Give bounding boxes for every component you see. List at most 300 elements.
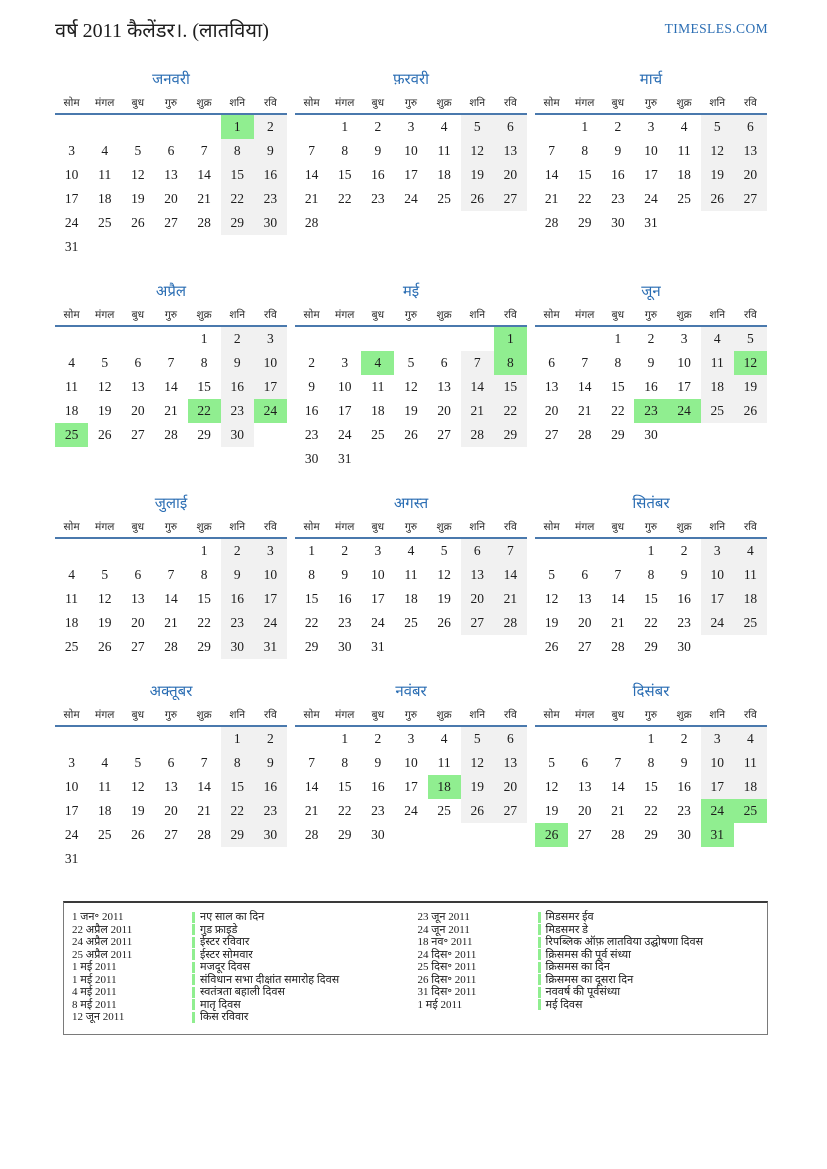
day-cell: 12 bbox=[404, 379, 418, 394]
legend-date: 31 दिस॰ 2011 bbox=[417, 986, 477, 998]
day-cell: 10 bbox=[677, 355, 691, 370]
day-cell bbox=[494, 211, 527, 235]
day-cell: 27 bbox=[131, 639, 145, 654]
day-cell: 3 bbox=[341, 355, 349, 370]
legend-item bbox=[416, 974, 762, 987]
weekday-header: शुक्र bbox=[436, 521, 452, 533]
weekday-header: गुरु bbox=[164, 309, 178, 321]
day-cell: 26 bbox=[131, 827, 145, 842]
day-cell: 19 bbox=[544, 615, 559, 630]
day-cell: 29 bbox=[577, 215, 592, 230]
day-cell: 9 bbox=[341, 567, 349, 582]
day-cell: 27 bbox=[461, 611, 494, 635]
day-cell: 18 bbox=[404, 591, 418, 606]
weekday-header: शुक्र bbox=[436, 97, 452, 109]
day-cell: 5 bbox=[101, 567, 109, 582]
legend-item bbox=[70, 936, 416, 949]
day-cell: 27 bbox=[544, 427, 559, 442]
day-cell bbox=[394, 823, 427, 847]
legend-item bbox=[416, 936, 762, 949]
weekday-header: गुरु bbox=[404, 97, 418, 109]
month-calendar bbox=[535, 681, 767, 871]
day-cell: 14 bbox=[197, 167, 211, 182]
day-cell: 14 bbox=[197, 779, 211, 794]
day-cell: 17 bbox=[644, 167, 658, 182]
day-cell: 5 bbox=[134, 755, 142, 770]
legend-name: ईस्टर रविवार bbox=[200, 936, 250, 948]
day-cell: 29 bbox=[304, 639, 319, 654]
day-cell: 17 bbox=[371, 591, 385, 606]
weekday-header: रवि bbox=[263, 521, 277, 533]
day-cell: 2 bbox=[680, 543, 688, 558]
day-cell bbox=[254, 423, 287, 447]
day-cell: 18 bbox=[437, 167, 451, 182]
weekday-header: मंगल bbox=[575, 97, 595, 109]
day-cell: 28 bbox=[197, 827, 211, 842]
day-cell: 27 bbox=[734, 187, 767, 211]
day-cell: 21 bbox=[577, 403, 592, 418]
day-cell: 15 bbox=[197, 591, 211, 606]
weekday-header: शनि bbox=[229, 521, 246, 533]
day-cell: 18 bbox=[371, 403, 385, 418]
day-cell bbox=[88, 847, 121, 871]
day-cell bbox=[88, 727, 121, 751]
day-cell: 7 bbox=[308, 755, 315, 770]
weekday-header: सोम bbox=[63, 97, 80, 109]
day-cell: 3 bbox=[701, 539, 734, 563]
weekday-header: शनि bbox=[229, 709, 246, 721]
day-cell bbox=[734, 635, 767, 659]
day-cell: 14 bbox=[494, 563, 527, 587]
month-title: अगस्त bbox=[393, 494, 429, 512]
day-cell bbox=[668, 423, 701, 447]
day-cell: 29 bbox=[337, 827, 352, 842]
day-cell: 26 bbox=[437, 615, 451, 630]
day-cell: 9 bbox=[374, 143, 382, 158]
day-cell: 23 bbox=[254, 187, 287, 211]
day-cell: 31 bbox=[64, 239, 79, 254]
weekday-header: रवि bbox=[743, 521, 757, 533]
day-cell: 26 bbox=[97, 427, 112, 442]
site-link[interactable]: TIMESLES.COM bbox=[664, 21, 768, 36]
day-cell: 5 bbox=[440, 543, 448, 558]
day-cell bbox=[428, 327, 461, 351]
legend-item bbox=[416, 949, 762, 962]
holiday-marker-icon bbox=[538, 937, 541, 948]
day-cell: 7 bbox=[494, 539, 527, 563]
day-cell: 28 bbox=[304, 827, 319, 842]
day-cell: 21 bbox=[197, 803, 211, 818]
day-cell bbox=[601, 727, 634, 751]
day-cell: 14 bbox=[461, 375, 494, 399]
day-cell: 14 bbox=[304, 167, 319, 182]
day-cell bbox=[88, 115, 121, 139]
day-cell: 5 bbox=[548, 567, 555, 582]
holiday-legend bbox=[63, 901, 768, 1035]
day-cell: 24 bbox=[701, 611, 734, 635]
weekday-header: मंगल bbox=[95, 709, 115, 721]
day-cell: 7 bbox=[200, 755, 208, 770]
day-cell: 1 bbox=[581, 119, 589, 134]
day-cell: 11 bbox=[98, 167, 112, 182]
month-body bbox=[55, 539, 287, 659]
day-cell: 30 bbox=[304, 451, 319, 466]
day-cell bbox=[394, 635, 427, 659]
day-cell bbox=[361, 447, 394, 471]
weekday-header: शुक्र bbox=[196, 309, 212, 321]
month-head bbox=[295, 308, 527, 327]
day-cell: 2 bbox=[221, 327, 254, 351]
day-cell: 20 bbox=[494, 163, 527, 187]
legend-name: क्रिसमस का दिन bbox=[545, 961, 610, 973]
day-cell: 12 bbox=[97, 591, 112, 606]
day-cell: 28 bbox=[544, 215, 559, 230]
day-cell: 14 bbox=[544, 167, 559, 182]
weekday-header: गुरु bbox=[404, 309, 418, 321]
month-head bbox=[295, 708, 527, 727]
day-cell: 20 bbox=[131, 615, 145, 630]
day-cell bbox=[428, 211, 461, 235]
day-cell: 2 bbox=[341, 543, 349, 558]
day-cell: 4 bbox=[101, 755, 109, 770]
day-cell: 9 bbox=[647, 355, 655, 370]
month-body bbox=[535, 115, 767, 235]
day-cell: 25 bbox=[437, 803, 451, 818]
day-cell: 1 bbox=[614, 331, 622, 346]
legend-item bbox=[70, 949, 416, 962]
day-cell: 27 bbox=[164, 827, 178, 842]
weekday-header: बुध bbox=[371, 521, 385, 533]
weekday-header: शुक्र bbox=[676, 709, 692, 721]
day-cell: 7 bbox=[548, 143, 555, 158]
day-cell: 8 bbox=[647, 567, 655, 582]
legend-item bbox=[416, 924, 762, 937]
day-cell: 7 bbox=[461, 351, 494, 375]
day-cell: 17 bbox=[64, 191, 79, 206]
day-cell: 20 bbox=[164, 191, 178, 206]
weekday-header: बुध bbox=[611, 709, 625, 721]
day-cell: 22 bbox=[494, 399, 527, 423]
day-cell bbox=[568, 539, 601, 563]
day-cell: 12 bbox=[461, 751, 494, 775]
weekday-header: रवि bbox=[503, 521, 517, 533]
weekday-header: सोम bbox=[63, 521, 80, 533]
legend-date: 1 मई 2011 bbox=[417, 998, 463, 1011]
weekday-header: शनि bbox=[709, 97, 726, 109]
day-cell: 6 bbox=[134, 567, 142, 582]
legend-name: किस रविवार bbox=[200, 1011, 249, 1023]
weekday-header: शुक्र bbox=[676, 309, 692, 321]
day-cell: 11 bbox=[734, 751, 767, 775]
day-cell: 22 bbox=[221, 799, 254, 823]
day-cell bbox=[154, 327, 187, 351]
day-cell: 9 bbox=[254, 751, 287, 775]
day-cell: 7 bbox=[167, 355, 175, 370]
legend-name: क्रिसमस की पूर्व संध्या bbox=[545, 948, 631, 961]
day-cell: 9 bbox=[308, 379, 315, 394]
day-cell: 14 bbox=[164, 591, 178, 606]
day-cell: 22 bbox=[337, 191, 352, 206]
day-cell: 27 bbox=[437, 427, 451, 442]
day-cell: 11 bbox=[677, 143, 691, 158]
month-calendar bbox=[535, 69, 767, 259]
day-cell: 25 bbox=[404, 615, 418, 630]
day-cell: 20 bbox=[577, 803, 592, 818]
month-calendar bbox=[55, 681, 287, 871]
day-cell: 12 bbox=[701, 139, 734, 163]
day-cell: 8 bbox=[341, 143, 349, 158]
day-cell bbox=[121, 539, 154, 563]
month-calendar bbox=[55, 69, 287, 259]
day-cell: 27 bbox=[164, 215, 178, 230]
day-cell: 21 bbox=[197, 191, 211, 206]
day-cell: 15 bbox=[644, 779, 658, 794]
day-cell: 19 bbox=[461, 775, 494, 799]
weekday-header: बुध bbox=[611, 97, 625, 109]
day-cell: 3 bbox=[407, 731, 415, 746]
day-cell: 7 bbox=[614, 755, 622, 770]
day-cell: 20 bbox=[164, 803, 178, 818]
legend-item bbox=[70, 961, 416, 974]
day-cell: 3 bbox=[68, 143, 75, 158]
month-calendar bbox=[535, 281, 767, 471]
day-cell: 29 bbox=[494, 423, 527, 447]
day-cell: 24 bbox=[668, 399, 701, 423]
holiday-marker-icon bbox=[538, 962, 541, 973]
day-cell: 19 bbox=[734, 375, 767, 399]
day-cell: 28 bbox=[164, 639, 178, 654]
month-body bbox=[295, 539, 527, 659]
day-cell: 11 bbox=[437, 143, 451, 158]
day-cell: 11 bbox=[98, 779, 112, 794]
day-cell: 25 bbox=[437, 191, 451, 206]
day-cell: 20 bbox=[437, 403, 451, 418]
day-cell bbox=[121, 235, 154, 259]
weekday-header: गुरु bbox=[644, 97, 658, 109]
day-cell: 30 bbox=[221, 423, 254, 447]
day-cell bbox=[121, 115, 154, 139]
weekday-header: रवि bbox=[503, 97, 517, 109]
day-cell: 4 bbox=[68, 567, 75, 582]
day-cell: 17 bbox=[677, 379, 691, 394]
day-cell: 21 bbox=[164, 615, 178, 630]
day-cell: 18 bbox=[97, 803, 112, 818]
month-calendar bbox=[295, 681, 527, 871]
day-cell: 9 bbox=[221, 563, 254, 587]
month-head bbox=[295, 520, 527, 539]
month-title: दिसंबर bbox=[632, 682, 670, 700]
day-cell: 15 bbox=[644, 591, 658, 606]
day-cell: 20 bbox=[461, 587, 494, 611]
day-cell: 24 bbox=[64, 215, 79, 230]
legend-date: 8 मई 2011 bbox=[72, 998, 117, 1011]
month-title: जून bbox=[641, 282, 661, 300]
weekday-header: सोम bbox=[543, 709, 560, 721]
day-cell: 29 bbox=[611, 427, 625, 442]
weekday-header: बुध bbox=[131, 97, 145, 109]
month-body bbox=[535, 539, 767, 659]
day-cell: 6 bbox=[167, 143, 175, 158]
day-cell: 9 bbox=[374, 755, 382, 770]
legend-date: 12 जून 2011 bbox=[72, 1011, 125, 1023]
legend-name: क्रिसमस का दूसरा दिन bbox=[545, 973, 634, 986]
month-calendar bbox=[295, 69, 527, 259]
day-cell: 16 bbox=[221, 587, 254, 611]
day-cell: 30 bbox=[644, 427, 658, 442]
day-cell: 27 bbox=[494, 799, 527, 823]
weekday-header: रवि bbox=[503, 309, 517, 321]
month-title: मई bbox=[402, 282, 420, 300]
day-cell: 25 bbox=[371, 427, 385, 442]
legend-date: 26 दिस॰ 2011 bbox=[417, 973, 477, 986]
day-cell: 21 bbox=[304, 803, 319, 818]
weekday-header: शनि bbox=[469, 309, 486, 321]
day-cell: 3 bbox=[254, 327, 287, 351]
day-cell: 19 bbox=[461, 163, 494, 187]
day-cell: 26 bbox=[461, 799, 494, 823]
day-cell: 17 bbox=[64, 803, 79, 818]
month-title: फ़रवरी bbox=[392, 70, 430, 88]
day-cell: 29 bbox=[197, 639, 211, 654]
day-cell bbox=[55, 539, 88, 563]
weekday-header: शुक्र bbox=[436, 709, 452, 721]
day-cell: 29 bbox=[644, 827, 658, 842]
day-cell: 1 bbox=[221, 115, 254, 139]
month-body bbox=[535, 327, 767, 447]
day-cell bbox=[188, 847, 221, 871]
day-cell: 25 bbox=[734, 799, 767, 823]
holiday-marker-icon bbox=[192, 937, 195, 948]
day-cell: 18 bbox=[97, 191, 112, 206]
legend-name: स्वतंत्रता बहाली दिवस bbox=[200, 986, 285, 998]
month-head bbox=[535, 708, 767, 727]
day-cell: 23 bbox=[254, 799, 287, 823]
day-cell: 24 bbox=[371, 615, 385, 630]
day-cell: 22 bbox=[188, 399, 221, 423]
day-cell: 16 bbox=[221, 375, 254, 399]
day-cell: 8 bbox=[494, 351, 527, 375]
day-cell: 9 bbox=[680, 567, 688, 582]
weekday-header: शनि bbox=[229, 97, 246, 109]
day-cell: 10 bbox=[371, 567, 385, 582]
day-cell: 8 bbox=[341, 755, 349, 770]
day-cell: 21 bbox=[544, 191, 559, 206]
weekday-header: रवि bbox=[743, 309, 757, 321]
day-cell: 1 bbox=[341, 119, 349, 134]
day-cell: 6 bbox=[167, 755, 175, 770]
day-cell: 21 bbox=[304, 191, 319, 206]
day-cell: 30 bbox=[254, 823, 287, 847]
day-cell: 19 bbox=[544, 803, 559, 818]
day-cell: 25 bbox=[55, 423, 88, 447]
legend-name: मातृ दिवस bbox=[200, 998, 241, 1011]
day-cell: 1 bbox=[221, 727, 254, 751]
holiday-marker-icon bbox=[192, 1012, 195, 1023]
legend-column bbox=[416, 911, 762, 1024]
day-cell: 8 bbox=[200, 355, 208, 370]
weekday-header: सोम bbox=[303, 309, 320, 321]
day-cell bbox=[88, 539, 121, 563]
legend-column bbox=[70, 911, 416, 1024]
legend-name: गुड फ्राइडे bbox=[200, 923, 238, 936]
day-cell: 22 bbox=[304, 615, 319, 630]
legend-date: 22 अप्रैल 2011 bbox=[72, 923, 133, 936]
day-cell bbox=[154, 115, 187, 139]
day-cell: 28 bbox=[164, 427, 178, 442]
weekday-header: बुध bbox=[611, 309, 625, 321]
day-cell: 2 bbox=[647, 331, 655, 346]
holiday-marker-icon bbox=[538, 912, 541, 923]
day-cell: 13 bbox=[131, 379, 145, 394]
day-cell bbox=[361, 327, 394, 351]
day-cell: 28 bbox=[494, 611, 527, 635]
day-cell: 9 bbox=[254, 139, 287, 163]
day-cell: 13 bbox=[164, 167, 178, 182]
day-cell bbox=[88, 235, 121, 259]
day-cell: 21 bbox=[164, 403, 178, 418]
weekday-header: मंगल bbox=[335, 97, 355, 109]
weekday-header: शनि bbox=[709, 521, 726, 533]
day-cell bbox=[668, 211, 701, 235]
day-cell bbox=[494, 635, 527, 659]
weekday-header: बुध bbox=[371, 97, 385, 109]
day-cell: 12 bbox=[544, 591, 559, 606]
day-cell: 29 bbox=[221, 823, 254, 847]
day-cell: 15 bbox=[337, 779, 352, 794]
day-cell: 25 bbox=[97, 215, 112, 230]
legend-name: ईस्टर सोमवार bbox=[200, 948, 253, 961]
day-cell: 23 bbox=[221, 399, 254, 423]
day-cell: 10 bbox=[404, 755, 418, 770]
day-cell: 10 bbox=[701, 751, 734, 775]
day-cell: 11 bbox=[437, 755, 451, 770]
day-cell: 20 bbox=[734, 163, 767, 187]
day-cell: 22 bbox=[644, 615, 658, 630]
month-body bbox=[535, 727, 767, 847]
weekday-header: गुरु bbox=[164, 97, 178, 109]
day-cell: 12 bbox=[131, 167, 145, 182]
month-calendar bbox=[535, 493, 767, 659]
day-cell: 22 bbox=[337, 803, 352, 818]
day-cell bbox=[394, 211, 427, 235]
day-cell: 31 bbox=[701, 823, 734, 847]
day-cell: 25 bbox=[734, 611, 767, 635]
page-title: वर्ष 2011 कैलेंडर।. (लातविया) bbox=[55, 20, 269, 42]
day-cell: 16 bbox=[371, 167, 385, 182]
weekday-header: शुक्र bbox=[676, 97, 692, 109]
day-cell: 1 bbox=[200, 543, 208, 558]
day-cell: 17 bbox=[254, 375, 287, 399]
day-cell: 13 bbox=[461, 563, 494, 587]
day-cell: 3 bbox=[68, 755, 75, 770]
day-cell bbox=[701, 211, 734, 235]
legend-item bbox=[416, 911, 762, 924]
day-cell: 24 bbox=[254, 399, 287, 423]
legend-item bbox=[416, 999, 762, 1012]
day-cell: 6 bbox=[461, 539, 494, 563]
day-cell: 24 bbox=[644, 191, 658, 206]
legend-item bbox=[416, 986, 762, 999]
day-cell: 30 bbox=[337, 639, 352, 654]
day-cell: 7 bbox=[200, 143, 208, 158]
day-cell: 14 bbox=[304, 779, 319, 794]
weekday-header: सोम bbox=[303, 709, 320, 721]
month-body bbox=[295, 115, 527, 235]
day-cell: 24 bbox=[254, 611, 287, 635]
weekday-header: मंगल bbox=[335, 709, 355, 721]
day-cell: 20 bbox=[544, 403, 559, 418]
holiday-marker-icon bbox=[538, 949, 541, 960]
